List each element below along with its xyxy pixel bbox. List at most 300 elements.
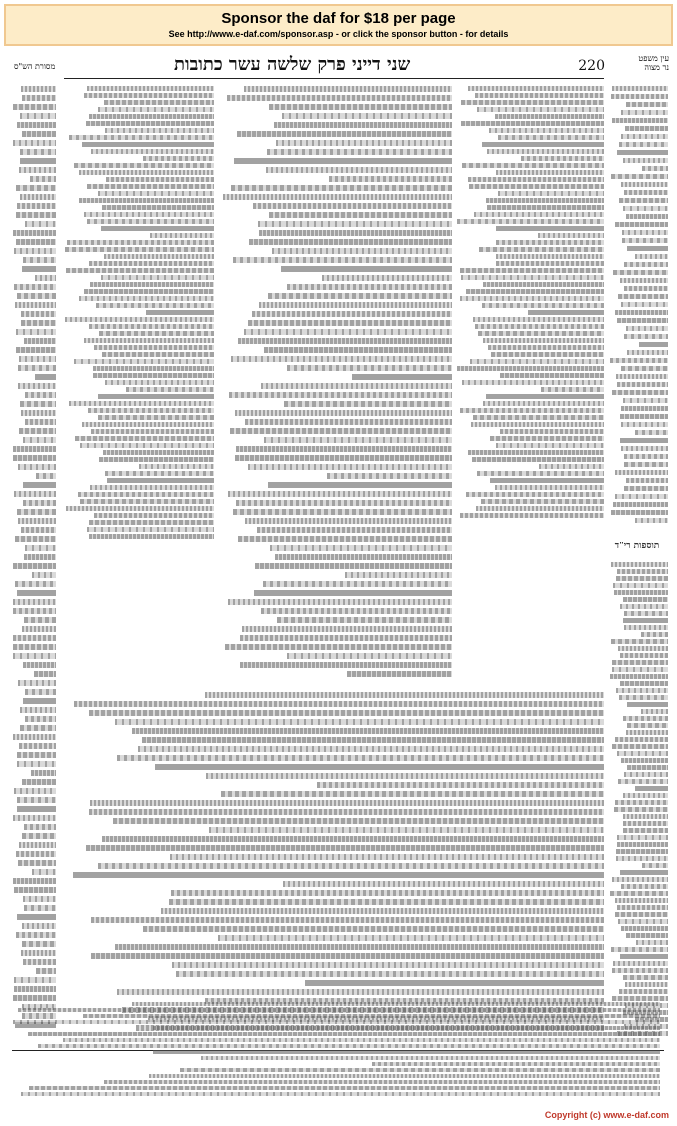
text-line <box>240 662 452 668</box>
text-line <box>17 122 56 128</box>
text-line <box>16 212 56 218</box>
text-line <box>461 275 604 280</box>
text-line <box>63 1038 660 1042</box>
text-line <box>624 625 668 630</box>
text-line <box>521 156 604 161</box>
text-line <box>345 572 452 578</box>
text-line <box>65 317 214 322</box>
text-line <box>69 135 214 140</box>
text-line <box>615 470 668 475</box>
text-line <box>281 266 452 272</box>
text-line <box>30 176 56 182</box>
text-line <box>98 415 214 420</box>
text-line <box>14 977 56 983</box>
text-line <box>238 338 452 344</box>
text-line <box>74 701 604 707</box>
text-line <box>75 436 214 441</box>
text-line <box>617 905 668 910</box>
text-line <box>15 302 56 308</box>
text-line <box>624 454 668 459</box>
text-line <box>627 765 668 770</box>
text-line <box>482 303 604 308</box>
text-line <box>80 499 214 504</box>
text-line <box>268 293 452 299</box>
text-line <box>138 746 604 752</box>
text-line <box>83 1014 660 1018</box>
text-line <box>201 1056 660 1060</box>
text-line <box>16 851 56 857</box>
text-line <box>19 356 56 362</box>
text-line <box>287 284 452 290</box>
text-line <box>327 473 452 479</box>
text-line <box>89 261 214 266</box>
text-line <box>621 926 668 931</box>
text-line <box>610 674 668 679</box>
text-line <box>617 318 668 323</box>
text-line <box>98 394 214 399</box>
text-line <box>19 743 56 749</box>
text-line <box>259 230 452 236</box>
text-line <box>17 914 56 920</box>
text-line <box>104 254 214 259</box>
text-line <box>31 770 56 776</box>
text-line <box>91 917 604 923</box>
text-line <box>18 680 56 686</box>
text-line <box>498 135 604 140</box>
text-line <box>98 863 604 869</box>
text-line <box>143 156 214 161</box>
text-line <box>615 737 668 742</box>
text-line <box>623 618 668 623</box>
text-line <box>14 248 56 254</box>
text-line <box>610 891 668 896</box>
text-line <box>13 653 56 659</box>
text-line <box>238 536 452 542</box>
text-line <box>620 954 668 959</box>
gemara-column <box>220 86 452 686</box>
text-line <box>317 782 604 788</box>
text-line <box>500 429 604 434</box>
sponsor-subtitle[interactable]: See http://www.e-daf.com/sponsor.asp - or click the sponsor button - for details <box>168 29 509 39</box>
text-line <box>233 509 452 515</box>
text-line <box>618 646 668 651</box>
masoret-hashas-column <box>12 86 56 1036</box>
text-line <box>462 163 604 168</box>
text-line <box>457 219 604 224</box>
text-line <box>491 352 604 357</box>
text-line <box>96 303 214 308</box>
text-line <box>626 102 668 107</box>
text-line <box>615 800 668 805</box>
text-line <box>14 284 56 290</box>
text-line <box>624 462 668 467</box>
text-line <box>615 912 668 917</box>
text-line <box>25 419 56 425</box>
text-line <box>282 113 452 119</box>
text-line <box>475 324 604 329</box>
text-line <box>15 581 56 587</box>
text-line <box>470 359 604 364</box>
text-line <box>24 554 56 560</box>
text-line <box>541 387 604 392</box>
text-line <box>477 107 604 112</box>
text-line <box>617 150 668 155</box>
text-line <box>615 310 668 315</box>
text-line <box>287 653 452 659</box>
text-line <box>102 836 604 842</box>
text-line <box>21 1092 660 1096</box>
text-line <box>496 170 604 175</box>
text-line <box>255 563 452 569</box>
text-line <box>74 359 214 364</box>
text-line <box>93 373 214 378</box>
text-line <box>618 919 668 924</box>
text-line <box>117 989 604 995</box>
text-line <box>234 158 452 164</box>
text-line <box>14 491 56 497</box>
text-line <box>21 320 56 326</box>
text-line <box>25 716 56 722</box>
text-line <box>616 856 668 861</box>
text-line <box>266 167 452 173</box>
text-line <box>91 953 604 959</box>
text-line <box>261 383 452 389</box>
text-line <box>205 692 604 698</box>
text-line <box>13 995 56 1001</box>
text-line <box>623 597 668 602</box>
text-line <box>635 254 669 259</box>
text-line <box>23 257 56 263</box>
text-line <box>621 134 668 139</box>
text-line <box>636 940 668 945</box>
text-line <box>28 1032 660 1036</box>
text-line <box>228 599 452 605</box>
text-line <box>231 356 452 362</box>
text-line <box>626 214 668 219</box>
text-line <box>79 296 214 301</box>
text-line <box>469 184 604 189</box>
text-line <box>20 149 56 155</box>
text-line <box>102 205 214 210</box>
text-line <box>612 86 668 91</box>
text-line <box>84 93 214 98</box>
text-line <box>236 446 452 452</box>
text-line <box>32 869 56 875</box>
text-line <box>615 222 668 227</box>
text-line <box>612 390 668 395</box>
text-line <box>483 401 604 406</box>
text-line <box>13 446 56 452</box>
text-line <box>66 506 214 511</box>
text-line <box>620 414 668 419</box>
text-line <box>617 569 668 574</box>
text-line <box>93 366 214 371</box>
text-line <box>496 261 604 266</box>
text-line <box>153 1050 660 1054</box>
text-line <box>115 944 604 950</box>
text-line <box>611 562 668 567</box>
text-line <box>21 950 56 956</box>
text-line <box>624 286 668 291</box>
tosafot-rid-column <box>610 562 668 1042</box>
text-line <box>614 590 668 595</box>
text-line <box>94 345 214 350</box>
text-line <box>245 518 452 524</box>
text-line <box>79 198 214 203</box>
text-line <box>275 554 452 560</box>
text-line <box>99 457 214 462</box>
text-line <box>14 788 56 794</box>
text-line <box>35 374 56 380</box>
text-line <box>635 518 669 523</box>
text-line <box>496 240 604 245</box>
text-line <box>478 331 604 336</box>
text-line <box>269 212 452 218</box>
text-line <box>305 980 604 986</box>
text-line <box>17 509 56 515</box>
text-line <box>620 681 668 686</box>
text-line <box>89 809 604 815</box>
text-line <box>460 296 604 301</box>
text-line <box>473 317 604 322</box>
text-line <box>616 849 668 854</box>
text-line <box>624 486 668 491</box>
text-line <box>611 639 668 644</box>
ein-mishpat-column <box>610 86 668 526</box>
text-line <box>616 374 668 379</box>
talmud-page <box>4 52 673 1102</box>
text-line <box>82 422 214 427</box>
text-line <box>487 205 604 210</box>
text-line <box>105 128 214 133</box>
text-line <box>612 877 668 882</box>
text-line <box>272 248 452 254</box>
text-line <box>613 270 668 275</box>
text-line <box>17 293 56 299</box>
text-line <box>642 166 668 171</box>
text-line <box>19 167 56 173</box>
text-line <box>227 95 452 101</box>
text-line <box>231 185 452 191</box>
text-line <box>18 518 56 524</box>
text-line <box>23 437 56 443</box>
text-line <box>258 221 452 227</box>
text-line <box>476 506 604 511</box>
text-line <box>641 709 668 714</box>
ein-mishpat-label: עין משפט נר מצוה <box>638 54 669 72</box>
text-line <box>13 140 57 146</box>
text-line <box>622 230 668 235</box>
text-line <box>539 464 604 469</box>
text-line <box>20 113 56 119</box>
text-line <box>20 401 56 407</box>
text-line <box>263 581 452 587</box>
text-line <box>22 626 56 632</box>
text-line <box>240 635 452 641</box>
text-line <box>495 114 604 119</box>
text-line <box>254 590 452 596</box>
text-line <box>106 177 214 182</box>
text-line <box>623 793 668 798</box>
text-line <box>87 86 214 91</box>
text-line <box>490 478 604 483</box>
text-line <box>242 626 452 632</box>
text-line <box>89 114 214 119</box>
text-line <box>457 366 604 371</box>
text-line <box>22 95 56 101</box>
text-line <box>17 203 56 209</box>
text-line <box>611 94 668 99</box>
text-line <box>616 576 668 581</box>
text-line <box>481 499 604 504</box>
text-line <box>621 366 668 371</box>
text-line <box>252 311 452 317</box>
text-line <box>86 845 604 851</box>
text-line <box>88 408 214 413</box>
text-line <box>66 268 214 273</box>
text-line <box>475 93 604 98</box>
text-line <box>24 824 56 830</box>
text-line <box>621 884 668 889</box>
rashi-column <box>456 86 604 526</box>
text-line <box>466 492 604 497</box>
text-line <box>495 485 604 490</box>
text-line <box>16 239 56 245</box>
text-line <box>619 142 668 147</box>
text-line <box>496 254 604 259</box>
text-line <box>104 100 214 105</box>
text-line <box>623 206 668 211</box>
text-line <box>352 374 452 380</box>
text-line <box>105 471 214 476</box>
text-line <box>91 429 214 434</box>
text-line <box>13 599 56 605</box>
sponsor-banner[interactable] <box>4 4 673 46</box>
text-line <box>623 158 668 163</box>
text-line <box>641 632 668 637</box>
text-line <box>322 275 452 281</box>
text-line <box>89 520 214 525</box>
text-line <box>150 233 214 238</box>
text-line <box>13 734 57 740</box>
text-line <box>169 899 604 905</box>
text-line <box>623 828 668 833</box>
text-line <box>18 464 56 470</box>
text-line <box>126 387 214 392</box>
text-line <box>274 122 452 128</box>
text-line <box>13 230 56 236</box>
text-line <box>235 410 452 416</box>
text-line <box>460 268 604 273</box>
text-line <box>36 968 56 974</box>
text-line <box>20 194 56 200</box>
text-line <box>230 428 452 434</box>
tosafot-column <box>64 86 214 546</box>
page-number: 220 <box>578 58 605 74</box>
text-line <box>269 104 452 110</box>
text-line <box>270 545 452 551</box>
text-line <box>161 908 604 914</box>
text-line <box>89 534 214 539</box>
text-line <box>477 471 604 476</box>
text-line <box>17 590 56 596</box>
text-line <box>461 100 604 105</box>
text-line <box>21 86 56 92</box>
text-line <box>613 502 668 507</box>
text-line <box>623 975 668 980</box>
text-line <box>496 443 604 448</box>
text-line <box>18 383 56 389</box>
text-line <box>624 611 669 616</box>
text-line <box>19 842 56 848</box>
text-line <box>69 401 214 406</box>
text-line <box>620 653 668 658</box>
sponsor-title[interactable]: Sponsor the daf for $18 per page <box>221 10 456 27</box>
text-line <box>627 246 668 251</box>
text-line <box>487 149 604 154</box>
text-line <box>618 779 668 784</box>
text-line <box>618 294 668 299</box>
text-line <box>623 716 668 721</box>
text-line <box>117 755 604 761</box>
text-line <box>615 898 668 903</box>
text-line <box>625 126 668 131</box>
text-line <box>24 617 56 623</box>
text-line <box>22 266 56 272</box>
text-line <box>80 443 214 448</box>
text-line <box>635 430 668 435</box>
text-line <box>90 485 214 490</box>
text-line <box>19 428 56 434</box>
text-line <box>29 1086 661 1090</box>
text-line <box>13 815 56 821</box>
text-line <box>34 671 56 677</box>
text-line <box>13 644 56 650</box>
text-line <box>25 392 56 398</box>
text-line <box>99 331 214 336</box>
text-line <box>626 326 668 331</box>
text-line <box>32 572 56 578</box>
text-line <box>259 302 452 308</box>
text-line <box>20 158 56 164</box>
text-line <box>461 121 604 126</box>
text-line <box>65 247 214 252</box>
text-line <box>626 933 668 938</box>
text-line <box>261 608 452 614</box>
text-line <box>84 338 214 343</box>
text-line <box>16 329 56 335</box>
text-line <box>235 455 452 461</box>
text-line <box>620 438 668 443</box>
text-line <box>223 194 452 200</box>
text-line <box>538 233 604 238</box>
text-line <box>17 797 56 803</box>
copyright-link[interactable]: Copyright (c) www.e-daf.com <box>544 1110 669 1120</box>
text-line <box>209 827 604 833</box>
text-line <box>87 219 214 224</box>
text-line <box>89 710 604 716</box>
text-line <box>611 947 668 952</box>
text-line <box>624 190 668 195</box>
text-line <box>84 212 214 217</box>
text-line <box>498 191 604 196</box>
text-line <box>84 289 214 294</box>
text-line <box>237 131 452 137</box>
text-line <box>617 835 668 840</box>
text-line <box>612 996 668 1001</box>
text-line <box>36 473 56 479</box>
text-line <box>621 302 668 307</box>
